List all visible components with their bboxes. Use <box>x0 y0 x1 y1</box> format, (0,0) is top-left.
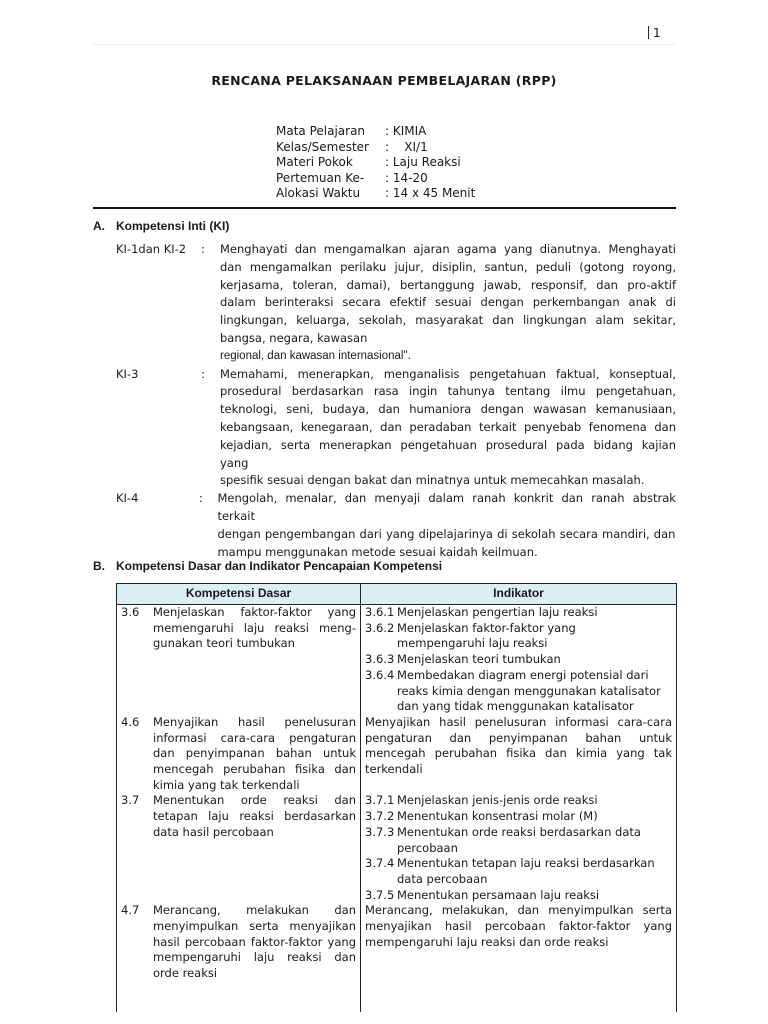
table-row <box>117 793 677 903</box>
kd-number: 4.6 <box>121 714 140 729</box>
indicator-text: Menjelaskan faktor-faktor yang mempengaruhi laju reaksi <box>397 620 576 651</box>
indicator-number: 3.7.1 <box>365 793 395 808</box>
ki-text <box>217 490 676 561</box>
indicator-number: 3.6.3 <box>365 652 395 667</box>
meta-label: Kelas/Semester <box>276 139 369 154</box>
ki-colon: : <box>201 242 205 256</box>
meta-value: : XI/1 <box>385 139 428 154</box>
meta-label: Mata Pelajaran <box>276 124 366 138</box>
page-number-value: 1 <box>653 26 661 40</box>
meta-label: Materi Pokok <box>276 155 353 169</box>
document-title: RENCANA PELAKSANAAN PEMBELAJARAN (RPP) <box>211 73 557 88</box>
indicator-text: Menentukan konsentrasi molar (M) <box>397 809 598 824</box>
meta-label: Alokasi Waktu <box>276 186 361 200</box>
indicator-number: 3.7.2 <box>365 809 395 824</box>
document-meta <box>276 124 475 202</box>
ki-line: Mengolah, menalar, dan menyaji dalam ranah konkrit dan ranah abstrak terkait <box>217 491 676 523</box>
meta-value: : 14 x 45 Menit <box>385 186 476 200</box>
ki-line: dan mengamalkan perilaku jujur, disiplin, santun, peduli (gotong royong, <box>220 259 676 274</box>
competency-table <box>116 583 677 1012</box>
indicator-number: 3.7.3 <box>365 824 395 839</box>
ki-item-4 <box>116 490 676 561</box>
kd-text: Menentukan orde reaksi dan tetapan laju reaksi berdasarkan data hasil percobaan <box>153 793 356 839</box>
indicator-number: 3.6.4 <box>365 667 395 682</box>
kd-item <box>121 715 356 794</box>
kd-cell <box>117 715 361 794</box>
kd-number: 3.6 <box>121 605 140 619</box>
ki-line: spesifik sesuai dengan bakat dan minatnya untuk memecahkan masalah. <box>220 473 645 488</box>
meta-label: Pertemuan Ke- <box>276 170 365 185</box>
kd-text: Menjelaskan faktor-faktor yang memengaruhi laju reaksi meng-gunakan teori tumbukan <box>153 605 356 651</box>
table-row <box>117 715 677 794</box>
ki-line: lingkungan, keluarga, sekolah, masyarakat dan lingkungan alam sekitar, <box>220 313 676 328</box>
meta-row-time <box>276 186 475 202</box>
page-number-divider <box>648 26 649 39</box>
kd-text: Menyajikan hasil penelusuran informasi cara-cara pengaturan dan penyimpanan bahan untuk mencegah perubahan fisika dan kimia yang tak terkendali <box>153 714 356 792</box>
ki-colon: : <box>201 366 205 381</box>
ki-text <box>220 241 676 366</box>
ki-label: KI-4 <box>116 491 139 506</box>
title-divider <box>93 207 676 209</box>
indicator-cell <box>361 903 677 1012</box>
indicator-item <box>365 825 672 856</box>
indicator-item <box>365 888 672 904</box>
ki-line: Menghayati dan mengamalkan ajaran agama yang dianutnya. Menghayati <box>220 242 676 256</box>
meta-value: : Laju Reaksi <box>385 155 461 169</box>
indicator-item <box>365 668 672 715</box>
page-number <box>648 26 661 40</box>
column-header-kd: Kompetensi Dasar <box>117 584 361 605</box>
indicator-item <box>365 856 672 887</box>
section-b-heading <box>93 559 442 573</box>
ki-line: Memahami, menerapkan, menganalisis pengetahuan faktual, konseptual, <box>220 366 676 381</box>
meta-value: : 14-20 <box>385 170 428 185</box>
indicator-text: Menentukan persamaan laju reaksi <box>397 887 600 902</box>
indicator-number: 3.7.4 <box>365 856 395 871</box>
ki-line: prosedural berdasarkan rasa ingin tahunya tentang ilmu pengetahuan, <box>220 384 676 399</box>
table-row <box>117 605 677 715</box>
ki-label: KI-3 <box>116 366 139 381</box>
section-letter: A. <box>93 219 105 233</box>
indicator-text: Menentukan tetapan laju reaksi berdasarkan data percobaan <box>397 856 655 886</box>
meta-row-meeting <box>276 171 475 187</box>
indicator-text: Merancang, melakukan, dan menyimpulkan serta menyajikan hasil percobaan faktor-faktor yang mempengaruhi laju reaksi dan orde reaksi <box>365 903 672 949</box>
meta-row-subject <box>276 124 475 140</box>
indicator-item <box>365 652 672 668</box>
kd-text: Merancang, melakukan dan menyimpulkan serta menyajikan hasil percobaan faktor-faktor yang mempengaruhi laju reaksi dan orde reaksi <box>153 903 356 981</box>
kd-number: 4.7 <box>121 903 140 918</box>
ki-line: yang <box>220 455 249 470</box>
ki-line: mampu menggunakan metode sesuai kaidah keilmuan. <box>217 544 538 559</box>
kd-item <box>121 903 356 982</box>
kd-cell <box>117 903 361 1012</box>
indicator-cell <box>361 715 677 794</box>
indicator-text: Menyajikan hasil penelusuran informasi cara-cara pengaturan dan penyimpanan bahan untuk mencegah perubahan fisika dan kimia yang tak terkendali <box>365 714 672 777</box>
ki-line: kebangsaan, kenegaraan, dan peradaban terkait penyebab fenomena dan <box>220 419 676 434</box>
kd-item <box>121 793 356 840</box>
section-a-heading <box>93 219 229 233</box>
ki-line: dalam berinteraksi secara efektif sesuai dengan perkembangan anak di <box>220 295 676 310</box>
indicator-item <box>365 605 672 621</box>
column-header-indicator: Indikator <box>361 584 677 605</box>
section-title: Kompetensi Inti (KI) <box>116 219 230 233</box>
indicator-text: Menjelaskan pengertian laju reaksi <box>397 605 598 619</box>
ki-line: kejadian, serta menerapkan pengetahuan prosedural pada bidang kajian <box>220 437 676 452</box>
ki-text <box>220 366 676 491</box>
meta-row-topic <box>276 155 475 171</box>
indicator-number: 3.6.2 <box>365 620 395 635</box>
ki-item-1-2 <box>116 241 676 366</box>
ki-line: kerjasama, toleran, damai), bertanggung jawab, responsif, dan pro-aktif <box>220 277 676 292</box>
indicator-item <box>365 621 672 652</box>
ki-line: teknologi, seni, budaya, dan humaniora dengan wawasan kemanusiaan, <box>220 402 676 417</box>
ki-line: bangsa, negara, kawasan <box>220 330 368 345</box>
table-header-row <box>117 584 677 605</box>
ki-list <box>116 241 676 561</box>
indicator-text: Menentukan orde reaksi berdasarkan data percobaan <box>397 824 641 855</box>
indicator-number: 3.7.5 <box>365 887 395 902</box>
indicator-item <box>365 809 672 825</box>
indicator-text: Menjelaskan jenis-jenis orde reaksi <box>397 793 598 808</box>
header-rule <box>93 44 676 45</box>
meta-value: : KIMIA <box>385 124 427 138</box>
indicator-item <box>365 793 672 809</box>
meta-row-class <box>276 140 475 156</box>
ki-item-3 <box>116 366 676 491</box>
ki-line: regional, dan kawasan internasional". <box>220 349 411 362</box>
kd-cell <box>117 605 361 715</box>
section-title: Kompetensi Dasar dan Indikator Pencapaian Kompetensi <box>116 559 443 573</box>
ki-label: KI-1dan KI-2 <box>116 242 187 256</box>
kd-item <box>121 605 356 652</box>
indicator-number: 3.6.1 <box>365 605 395 619</box>
indicator-cell <box>361 793 677 903</box>
indicator-text: Membedakan diagram energi potensial dari reaks kimia dengan menggunakan katalisator dan yang tidak menggunakan katalisator <box>397 667 661 714</box>
section-letter: B. <box>93 559 105 573</box>
ki-line: dengan pengembangan dari yang dipelajarinya di sekolah secara mandiri, dan <box>217 526 676 541</box>
indicator-text: Menjelaskan teori tumbukan <box>397 652 561 667</box>
ki-colon: : <box>198 491 203 506</box>
table-row <box>117 903 677 1012</box>
kd-number: 3.7 <box>121 793 140 808</box>
indicator-cell <box>361 605 677 715</box>
kd-cell <box>117 793 361 903</box>
